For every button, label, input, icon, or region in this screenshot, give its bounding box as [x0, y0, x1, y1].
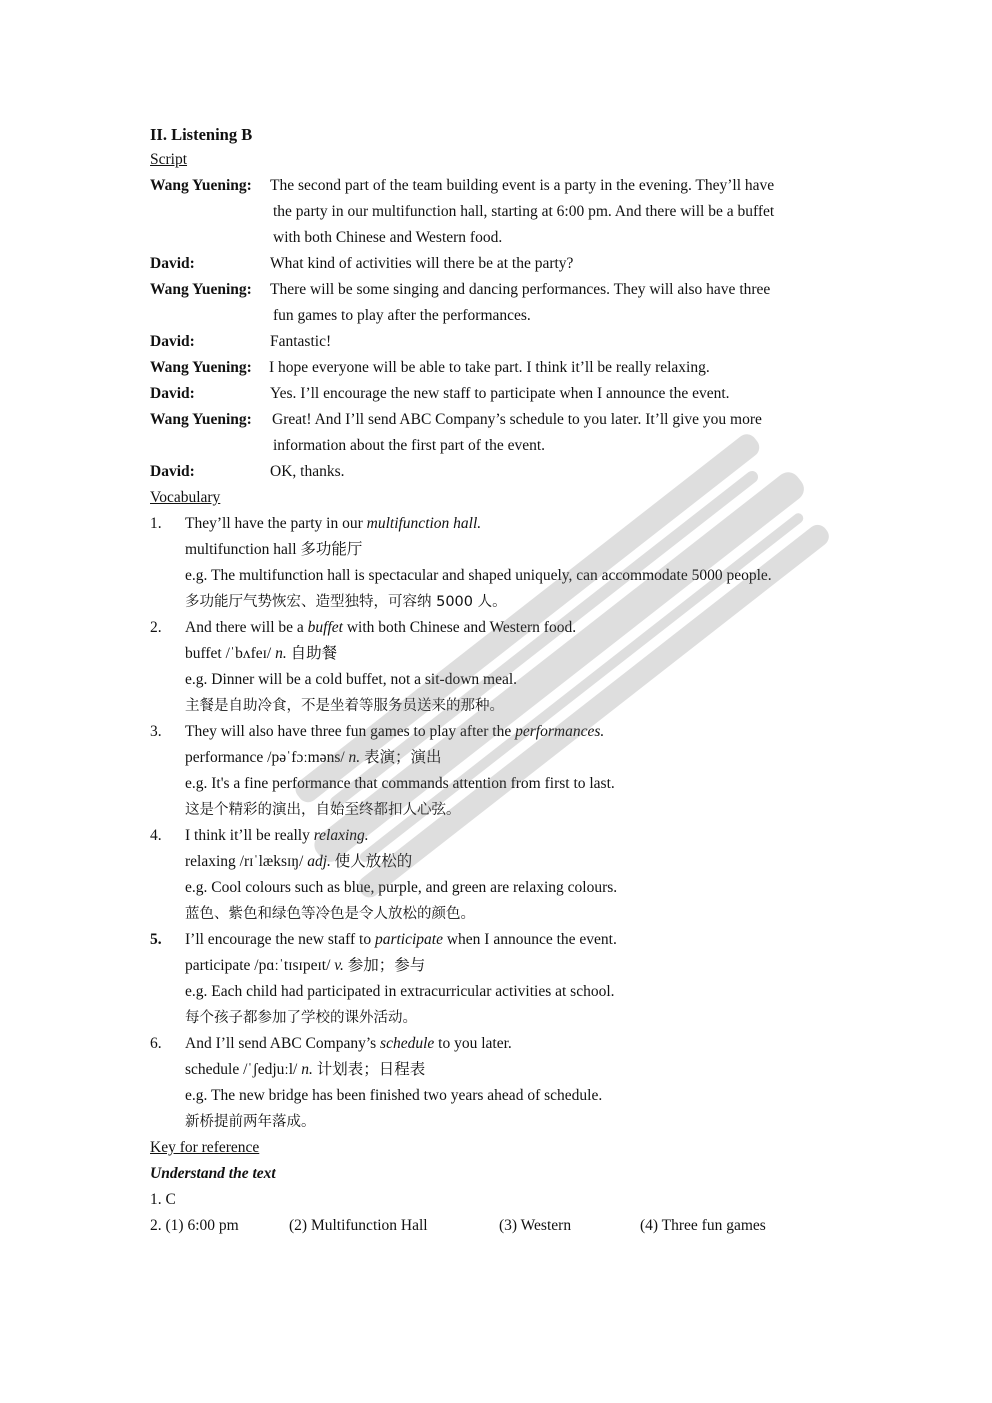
speaker-label: David: [150, 255, 195, 272]
vocab-entry: participate /pɑːˈtɪsɪpeɪt/ v. 参加；参与 [185, 957, 426, 974]
dialogue-line: Yes. I’ll encourage the new staff to participate when I announce the event. [270, 385, 730, 402]
answer-2-part: 2. (1) 6:00 pm [150, 1217, 239, 1234]
vocab-sentence: I think it’ll be really relaxing. [185, 827, 369, 844]
speaker-label: Wang Yuening: [150, 359, 252, 376]
vocab-number: 6. [150, 1035, 162, 1052]
dialogue-line: OK, thanks. [270, 463, 345, 480]
speaker-label: David: [150, 333, 195, 350]
vocab-example: e.g. Each child had participated in extracurricular activities at school. [185, 983, 615, 1000]
dialogue-line: Fantastic! [270, 333, 332, 350]
key-heading: Key for reference [150, 1139, 260, 1156]
answer-2-part: (3) Western [499, 1217, 572, 1234]
vocab-translation: 每个孩子都参加了学校的课外活动。 [185, 1010, 417, 1026]
dialogue-line: with both Chinese and Western food. [273, 229, 503, 246]
vocab-number: 5. [150, 931, 162, 948]
vocab-entry: schedule /ˈʃedjuːl/ n. 计划表；日程表 [185, 1061, 426, 1078]
vocab-number: 4. [150, 827, 162, 844]
dialogue-line: I hope everyone will be able to take part. I think it’ll be really relaxing. [269, 359, 710, 376]
answer-1: 1. C [150, 1191, 176, 1208]
vocabulary-heading: Vocabulary [150, 489, 221, 506]
answer-2-part: (2) Multifunction Hall [289, 1217, 428, 1234]
vocab-entry: buffet /ˈbʌfeɪ/ n. 自助餐 [185, 645, 338, 662]
vocab-sentence: And there will be a buffet with both Chinese and Western food. [185, 619, 577, 636]
answer-2-part: (4) Three fun games [640, 1217, 766, 1234]
vocab-entry: relaxing /rɪˈlæksɪŋ/ adj. 使人放松的 [185, 853, 413, 870]
dialogue-line: The second part of the team building event is a party in the evening. They’ll have [270, 177, 775, 194]
vocab-sentence: They will also have three fun games to play after the performances. [185, 723, 605, 740]
vocab-example: e.g. The multifunction hall is spectacular and shaped uniquely, can accommodate 5000 people. [185, 567, 772, 584]
script-heading: Script [150, 151, 188, 168]
section-title: II. Listening B [150, 125, 253, 144]
vocab-example: e.g. The new bridge has been finished two years ahead of schedule. [185, 1087, 603, 1104]
vocab-number: 3. [150, 723, 162, 740]
dialogue-line: information about the first part of the event. [273, 437, 546, 454]
vocab-sentence: And I’ll send ABC Company’s schedule to you later. [185, 1035, 512, 1052]
speaker-label: Wang Yuening: [150, 281, 252, 298]
speaker-label: Wang Yuening: [150, 177, 252, 194]
vocab-sentence: They’ll have the party in our multifunction hall. [185, 515, 482, 532]
speaker-label: Wang Yuening: [150, 411, 252, 428]
vocab-example: e.g. Dinner will be a cold buffet, not a sit-down meal. [185, 671, 518, 688]
vocab-translation: 多功能厅气势恢宏、造型独特，可容纳 5000 人。 [185, 594, 507, 610]
vocab-number: 1. [150, 515, 162, 532]
dialogue-line: the party in our multifunction hall, starting at 6:00 pm. And there will be a buffet [273, 203, 775, 220]
dialogue-line: There will be some singing and dancing performances. They will also have three [270, 281, 771, 298]
vocab-translation: 主餐是自助冷食，不是坐着等服务员送来的那种。 [185, 698, 504, 714]
understand-heading: Understand the text [150, 1165, 276, 1182]
vocab-translation: 蓝色、紫色和绿色等冷色是令人放松的颜色。 [185, 906, 475, 922]
vocab-sentence: I’ll encourage the new staff to participate when I announce the event. [185, 931, 617, 948]
vocab-translation: 新桥提前两年落成。 [185, 1114, 316, 1130]
vocab-translation: 这是个精彩的演出，自始至终都扣人心弦。 [185, 802, 461, 818]
vocab-entry: multifunction hall 多功能厅 [185, 541, 363, 558]
vocab-example: e.g. Cool colours such as blue, purple, and green are relaxing colours. [185, 879, 618, 896]
vocab-example: e.g. It's a fine performance that commands attention from first to last. [185, 775, 615, 792]
speaker-label: David: [150, 385, 195, 402]
speaker-label: David: [150, 463, 195, 480]
vocab-number: 2. [150, 619, 162, 636]
dialogue-line: What kind of activities will there be at the party? [270, 255, 574, 272]
dialogue-line: fun games to play after the performances. [273, 307, 531, 324]
dialogue-line: Great! And I’ll send ABC Company’s schedule to you later. It’ll give you more [272, 411, 762, 428]
vocab-entry: performance /pəˈfɔːməns/ n. 表演；演出 [185, 749, 442, 766]
